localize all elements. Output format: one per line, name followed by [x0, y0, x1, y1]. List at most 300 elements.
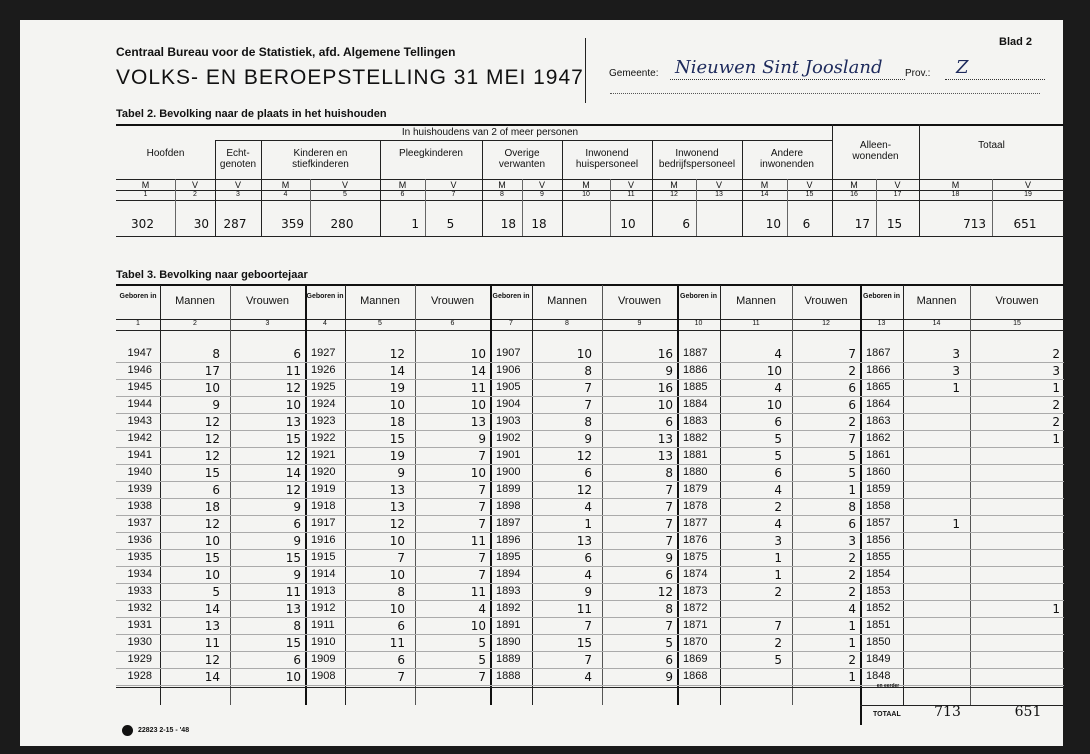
- table3-row-rule: [677, 498, 860, 499]
- table3-men-value: 4: [774, 517, 782, 531]
- table3-row-rule: [860, 447, 1064, 448]
- table2-col-header: Pleegkinderen: [399, 148, 463, 159]
- table2-col-index: 17: [893, 191, 902, 198]
- table3-men-value: 10: [389, 398, 405, 412]
- table3-row-rule: [860, 651, 1064, 652]
- table3-year: 1897: [496, 517, 521, 529]
- table3-women-value: 2: [848, 415, 856, 429]
- table3-men-value: 13: [389, 500, 405, 514]
- table3-row-rule: [490, 515, 677, 516]
- table3-col-index: 3: [265, 320, 270, 327]
- table3-year: 1904: [496, 398, 521, 410]
- table3-col-index: 1: [136, 320, 140, 327]
- table3-row-rule: [677, 685, 860, 686]
- table3-year: 1927: [311, 347, 336, 359]
- table3-women-value: 1: [1052, 381, 1060, 395]
- bureau-line: Centraal Bureau voor de Statistiek, afd. Algemene Tellingen: [116, 45, 456, 59]
- table3-row-rule: [305, 634, 490, 635]
- table2-sex-label: V: [191, 180, 198, 190]
- table3-row-rule: [490, 481, 677, 482]
- table3-row-rule: [116, 617, 305, 618]
- table3-women-value: 13: [285, 415, 301, 429]
- table3-year: 1894: [496, 568, 521, 580]
- table3-row-rule: [490, 430, 677, 431]
- table3-women-value: 9: [478, 432, 486, 446]
- table3-row-rule: [677, 430, 860, 431]
- table3-row-rule: [116, 515, 305, 516]
- table2-sex-label: V: [538, 180, 545, 190]
- table3-men-value: 5: [212, 585, 220, 599]
- table3-row-rule: [860, 464, 1064, 465]
- table3-row-rule: [116, 464, 305, 465]
- table2-col-index: 11: [627, 191, 635, 198]
- table3-year: 1915: [311, 551, 336, 563]
- table3-men-value: 4: [774, 483, 782, 497]
- table3-year: 1849: [866, 653, 891, 665]
- table3-year: 1851: [866, 619, 891, 631]
- table2-value: 1: [411, 217, 419, 231]
- table3-men-value: 12: [389, 347, 405, 361]
- table3-women-value: 5: [848, 466, 856, 480]
- table3-row-rule: [305, 379, 490, 380]
- table2-sex-label: M: [760, 180, 769, 190]
- table3-women-value: 9: [293, 500, 301, 514]
- table3-women-value: 2: [848, 653, 856, 667]
- table2-sex-label: V: [1024, 180, 1031, 190]
- table3-year: 1935: [127, 551, 152, 563]
- table3-women-value: 10: [470, 398, 486, 412]
- table3-men-value: 10: [576, 347, 592, 361]
- table3-women-value: 8: [848, 500, 856, 514]
- table3-men-value: 12: [204, 653, 220, 667]
- table3-title: Tabel 3. Bevolking naar geboortejaar: [116, 269, 308, 281]
- table3-row-rule: [490, 583, 677, 584]
- table2-sex-label: M: [398, 180, 407, 190]
- table2-value: 302: [131, 217, 154, 231]
- table3-men-value: 15: [389, 432, 405, 446]
- table3-row-rule: [677, 549, 860, 550]
- table3-year: 1871: [683, 619, 708, 631]
- table3-row-rule: [305, 549, 490, 550]
- table3-row-rule: [116, 396, 305, 397]
- table3-men-value: 7: [774, 619, 782, 633]
- table3-women-value: 2: [848, 364, 856, 378]
- table3-year: 1879: [683, 483, 708, 495]
- form-code: 22823 2-15 - '48: [138, 727, 190, 734]
- table2-sub-line: [425, 179, 426, 236]
- table3-women-value: 4: [478, 602, 486, 616]
- table3-women-value: 8: [665, 466, 673, 480]
- table3-row-rule: [490, 600, 677, 601]
- table3-men-value: 1: [774, 568, 782, 582]
- table3-men-value: 5: [774, 432, 782, 446]
- table3-men-value: 10: [204, 534, 220, 548]
- table3-col-index: 14: [932, 320, 941, 327]
- table2-sex-label: V: [234, 180, 241, 190]
- table3-year: 1883: [683, 415, 708, 427]
- table2-value: 6: [682, 217, 690, 231]
- table3-col-index: 9: [637, 320, 642, 327]
- table3-women-value: 15: [285, 636, 301, 650]
- table3-women-value: 16: [657, 381, 673, 395]
- table3-men-value: 10: [204, 568, 220, 582]
- table3-year: 1937: [127, 517, 152, 529]
- header-dotted-line: [610, 93, 1040, 94]
- table3-row-rule: [305, 430, 490, 431]
- table3-row-rule: [860, 634, 1064, 635]
- table3-women-value: 12: [285, 483, 301, 497]
- table3-year: 1895: [496, 551, 521, 563]
- sheet-number: Blad 2: [999, 36, 1033, 48]
- table3-women-value: 7: [665, 517, 673, 531]
- table3-women-value: 4: [848, 602, 856, 616]
- table3-women-value: 13: [657, 449, 673, 463]
- table3-row-rule: [305, 600, 490, 601]
- table3-year: 1850: [866, 636, 891, 648]
- table3-row-rule: [860, 413, 1064, 414]
- table3-women-value: 1: [1052, 602, 1060, 616]
- table3-women-value: 7: [478, 449, 486, 463]
- table3-women-value: 1: [848, 483, 856, 497]
- table3-row-rule: [860, 396, 1064, 397]
- table3-women-value: 7: [478, 568, 486, 582]
- table3-year: 1916: [311, 534, 336, 546]
- table3-row-rule: [116, 600, 305, 601]
- table3-year: 1941: [127, 449, 152, 461]
- table3-women-value: 14: [285, 466, 301, 480]
- table3-men-value: 4: [584, 500, 592, 514]
- table3-row-rule: [860, 583, 1064, 584]
- province-underline: [945, 79, 1045, 80]
- table3-women-value: 2: [1052, 347, 1060, 361]
- table3-year: 1852: [866, 602, 891, 614]
- table3-women-value: 2: [1052, 415, 1060, 429]
- table3-born-header: Geboren in: [680, 293, 717, 300]
- table2-group-underline: [215, 140, 832, 141]
- table3-row-rule: [860, 379, 1064, 380]
- table3-row-rule: [305, 464, 490, 465]
- table2-col-header: Echt- genoten: [219, 148, 257, 170]
- table3-row-rule: [860, 566, 1064, 567]
- table3-year: 1877: [683, 517, 708, 529]
- table2-sub-line: [522, 179, 523, 236]
- table3-women-value: 10: [657, 398, 673, 412]
- table3-year: 1856: [866, 534, 891, 546]
- municipality-value: Nieuwen Sint Joosland: [675, 57, 883, 78]
- table3-women-header: Vrouwen: [430, 295, 474, 307]
- table3-women-value: 14: [470, 364, 486, 378]
- table3-men-value: 7: [584, 653, 592, 667]
- table3-women-value: 11: [470, 381, 486, 395]
- table3-men-value: 6: [774, 466, 782, 480]
- table3-year: 1926: [311, 364, 336, 376]
- table3-women-value: 2: [1052, 398, 1060, 412]
- table3-women-value: 9: [293, 534, 301, 548]
- table3-row-rule: [677, 668, 860, 669]
- table3-year: 1892: [496, 602, 521, 614]
- table3-row-rule: [116, 413, 305, 414]
- table3-men-value: 12: [576, 449, 592, 463]
- table3-women-value: 9: [665, 364, 673, 378]
- table3-year: 1853: [866, 585, 891, 597]
- table3-row-rule: [116, 685, 305, 686]
- table3-row-rule: [677, 566, 860, 567]
- table3-men-value: 14: [204, 670, 220, 684]
- table3-row-rule: [677, 634, 860, 635]
- table3-women-value: 11: [470, 534, 486, 548]
- table3-year: 1921: [311, 449, 336, 461]
- table3-year: 1889: [496, 653, 521, 665]
- table3-women-value: 3: [848, 534, 856, 548]
- table2-col-index: 6: [400, 191, 405, 198]
- table3-bottom-rule: [116, 687, 1064, 688]
- table3-men-header: Mannen: [175, 295, 215, 307]
- table3-year: 1930: [127, 636, 152, 648]
- table3-year: 1910: [311, 636, 336, 648]
- table3-row-rule: [490, 532, 677, 533]
- table3-year: 1907: [496, 347, 521, 359]
- table2-value: 10: [765, 217, 781, 231]
- table3-men-header: Mannen: [736, 295, 776, 307]
- table3-index-rule: [116, 330, 1064, 331]
- table3-row-rule: [490, 651, 677, 652]
- table3-women-value: 6: [293, 347, 301, 361]
- table3-year: 1938: [127, 500, 152, 512]
- table3-women-value: 3: [1052, 364, 1060, 378]
- table2-sex-label: V: [341, 180, 348, 190]
- table3-men-value: 11: [389, 636, 405, 650]
- table3-row-rule: [860, 498, 1064, 499]
- table3-row-rule: [116, 498, 305, 499]
- table2-col-line: [919, 124, 920, 236]
- table3-year: 1862: [866, 432, 891, 444]
- table3-row-rule: [490, 498, 677, 499]
- table2-col-line: [832, 124, 833, 236]
- table3-men-header: Mannen: [916, 295, 957, 307]
- table3-year: 1893: [496, 585, 521, 597]
- table2-sex-label: M: [951, 180, 960, 190]
- table3-row-rule: [860, 515, 1064, 516]
- table3-men-value: 6: [397, 619, 405, 633]
- table3-row-rule: [860, 430, 1064, 431]
- table3-row-rule: [860, 362, 1064, 363]
- table3-row-rule: [305, 668, 490, 669]
- table3-row-rule: [116, 481, 305, 482]
- table3-year: 1882: [683, 432, 708, 444]
- table2-value: 15: [886, 217, 903, 231]
- table3-women-value: 11: [285, 585, 301, 599]
- table3-men-value: 10: [389, 534, 405, 548]
- table3-year: 1906: [496, 364, 521, 376]
- table3-women-value: 7: [665, 619, 673, 633]
- table2-col-line: [261, 140, 262, 236]
- table3-row-rule: [677, 481, 860, 482]
- table3-row-rule: [490, 379, 677, 380]
- table3-year: 1913: [311, 585, 336, 597]
- table2-sex-label: V: [894, 180, 901, 190]
- table3-year: 1919: [311, 483, 336, 495]
- table3-men-value: 1: [774, 551, 782, 565]
- table3-year: 1891: [496, 619, 521, 631]
- table2-top-rule: [116, 124, 1064, 126]
- table3-men-value: 14: [204, 602, 220, 616]
- table2-value: 5: [446, 217, 455, 231]
- table3-women-value: 6: [665, 653, 673, 667]
- table3-men-value: 7: [584, 381, 592, 395]
- census-form: [20, 20, 1063, 746]
- table3-year: 1945: [127, 381, 152, 393]
- table3-men-value: 8: [212, 347, 220, 361]
- table2-sex-label: V: [450, 180, 457, 190]
- table3-women-value: 2: [848, 551, 856, 565]
- table2-sex-label: M: [498, 180, 506, 190]
- table3-row-rule: [305, 396, 490, 397]
- table3-year: 1923: [311, 415, 336, 427]
- table3-year: 1920: [311, 466, 336, 478]
- table3-men-value: 19: [389, 381, 405, 395]
- table2-value: 651: [1013, 217, 1037, 231]
- table3-men-value: 1: [584, 517, 592, 531]
- table3-men-value: 10: [766, 364, 782, 378]
- table3-row-rule: [677, 600, 860, 601]
- table3-year: 1922: [311, 432, 336, 444]
- table2-col-index: 4: [283, 191, 288, 198]
- table3-year: 1939: [127, 483, 152, 495]
- table3-row-rule: [490, 549, 677, 550]
- table3-row-rule: [116, 549, 305, 550]
- table3-year: 1928: [127, 670, 152, 682]
- table3-women-value: 1: [848, 619, 856, 633]
- table3-row-rule: [677, 651, 860, 652]
- table3-year: 1855: [866, 551, 891, 563]
- table2-col-header: Overige verwanten: [498, 148, 546, 170]
- table3-men-value: 6: [212, 483, 220, 497]
- table2-sub-line: [310, 179, 311, 236]
- table3-men-value: 12: [389, 517, 405, 531]
- table3-year: 1933: [127, 585, 152, 597]
- table3-row-rule: [860, 617, 1064, 618]
- table3-men-value: 11: [204, 636, 220, 650]
- table2-col-index: 9: [540, 191, 544, 198]
- table3-row-rule: [116, 447, 305, 448]
- total-men: 713: [934, 704, 961, 720]
- table3-row-rule: [490, 617, 677, 618]
- table2-index-rule: [116, 200, 1064, 201]
- table3-row-rule: [677, 396, 860, 397]
- table3-women-value: 12: [657, 585, 673, 599]
- table3-women-value: 13: [657, 432, 673, 446]
- table3-women-value: 11: [285, 364, 301, 378]
- table2-col-index: 2: [193, 191, 197, 198]
- table2-col-index: 1: [143, 191, 148, 198]
- table3-women-value: 6: [848, 398, 856, 412]
- table3-year: 1881: [683, 449, 708, 461]
- table3-women-value: 6: [848, 517, 856, 531]
- table3-women-value: 10: [470, 619, 486, 633]
- province-label: Prov.:: [905, 68, 931, 79]
- table3-col-index: 6: [450, 320, 455, 327]
- table2-col-index: 5: [343, 191, 347, 198]
- table3-row-rule: [490, 668, 677, 669]
- table2-col-header: Totaal: [978, 140, 1005, 151]
- table3-born-header: Geboren in: [306, 293, 344, 300]
- table3-year: 1912: [311, 602, 336, 614]
- table3-year: 1887: [683, 347, 708, 359]
- table3-born-header: Geboren in: [492, 293, 530, 300]
- table3-women-value: 10: [285, 670, 301, 684]
- table3-women-value: 7: [848, 347, 856, 361]
- table3-year: 1886: [683, 364, 708, 376]
- table2-col-index: 12: [670, 191, 678, 198]
- table2-sex-label: V: [627, 180, 634, 190]
- table3-row-rule: [677, 362, 860, 363]
- table3-men-value: 7: [397, 551, 405, 565]
- table3-year: 1902: [496, 432, 521, 444]
- table3-men-value: 3: [952, 364, 960, 378]
- table3-year: 1940: [127, 466, 152, 478]
- table3-row-rule: [116, 362, 305, 363]
- table3-col-index: 5: [378, 320, 382, 327]
- table3-women-value: 6: [848, 381, 856, 395]
- table3-women-value: 16: [657, 347, 673, 361]
- table3-year: 1858: [866, 500, 891, 512]
- table2-col-index: 14: [760, 191, 769, 198]
- table3-row-rule: [305, 583, 490, 584]
- table3-men-value: 9: [584, 432, 592, 446]
- table3-women-value: 5: [665, 636, 673, 650]
- table3-row-rule: [490, 634, 677, 635]
- table3-women-value: 9: [665, 670, 673, 684]
- table3-women-value: 7: [665, 483, 673, 497]
- table2-col-header: Hoofden: [146, 148, 185, 159]
- table3-year: 1870: [683, 636, 708, 648]
- table3-col-index: 7: [509, 320, 513, 327]
- table2-col-line: [742, 140, 743, 236]
- table3-women-value: 2: [848, 568, 856, 582]
- table3-col-index: 12: [822, 320, 830, 327]
- table3-year: 1943: [127, 415, 152, 427]
- table3-women-value: 8: [293, 619, 301, 633]
- table3-women-value: 10: [470, 466, 486, 480]
- table3-row-rule: [305, 566, 490, 567]
- table2-col-index: 16: [850, 191, 858, 198]
- table2-col-index: 3: [236, 191, 240, 198]
- table2-value: 30: [193, 217, 209, 231]
- table3-col-index: 2: [193, 320, 197, 327]
- table3-year: 1908: [311, 670, 336, 682]
- table3-year: 1898: [496, 500, 521, 512]
- table3-row-rule: [490, 685, 677, 686]
- table3-row-rule: [116, 634, 305, 635]
- table3-col-index: 13: [877, 320, 886, 327]
- table3-women-value: 6: [293, 653, 301, 667]
- table3-women-header: Vrouwen: [804, 295, 848, 307]
- table3-women-value: 15: [285, 432, 301, 446]
- table2-sex-label: V: [806, 180, 813, 190]
- municipality-underline: [670, 79, 905, 80]
- table3-women-value: 7: [478, 670, 486, 684]
- table3-col-index: 15: [1013, 320, 1021, 327]
- table3-women-value: 7: [478, 483, 486, 497]
- table3-men-value: 17: [204, 364, 220, 378]
- table3-women-value: 13: [285, 602, 301, 616]
- table3-row-rule: [116, 532, 305, 533]
- table3-women-value: 7: [478, 500, 486, 514]
- table2-value: 6: [802, 217, 811, 231]
- table3-year: 1865: [866, 381, 891, 393]
- table3-men-value: 12: [204, 415, 220, 429]
- table3-men-value: 10: [389, 568, 405, 582]
